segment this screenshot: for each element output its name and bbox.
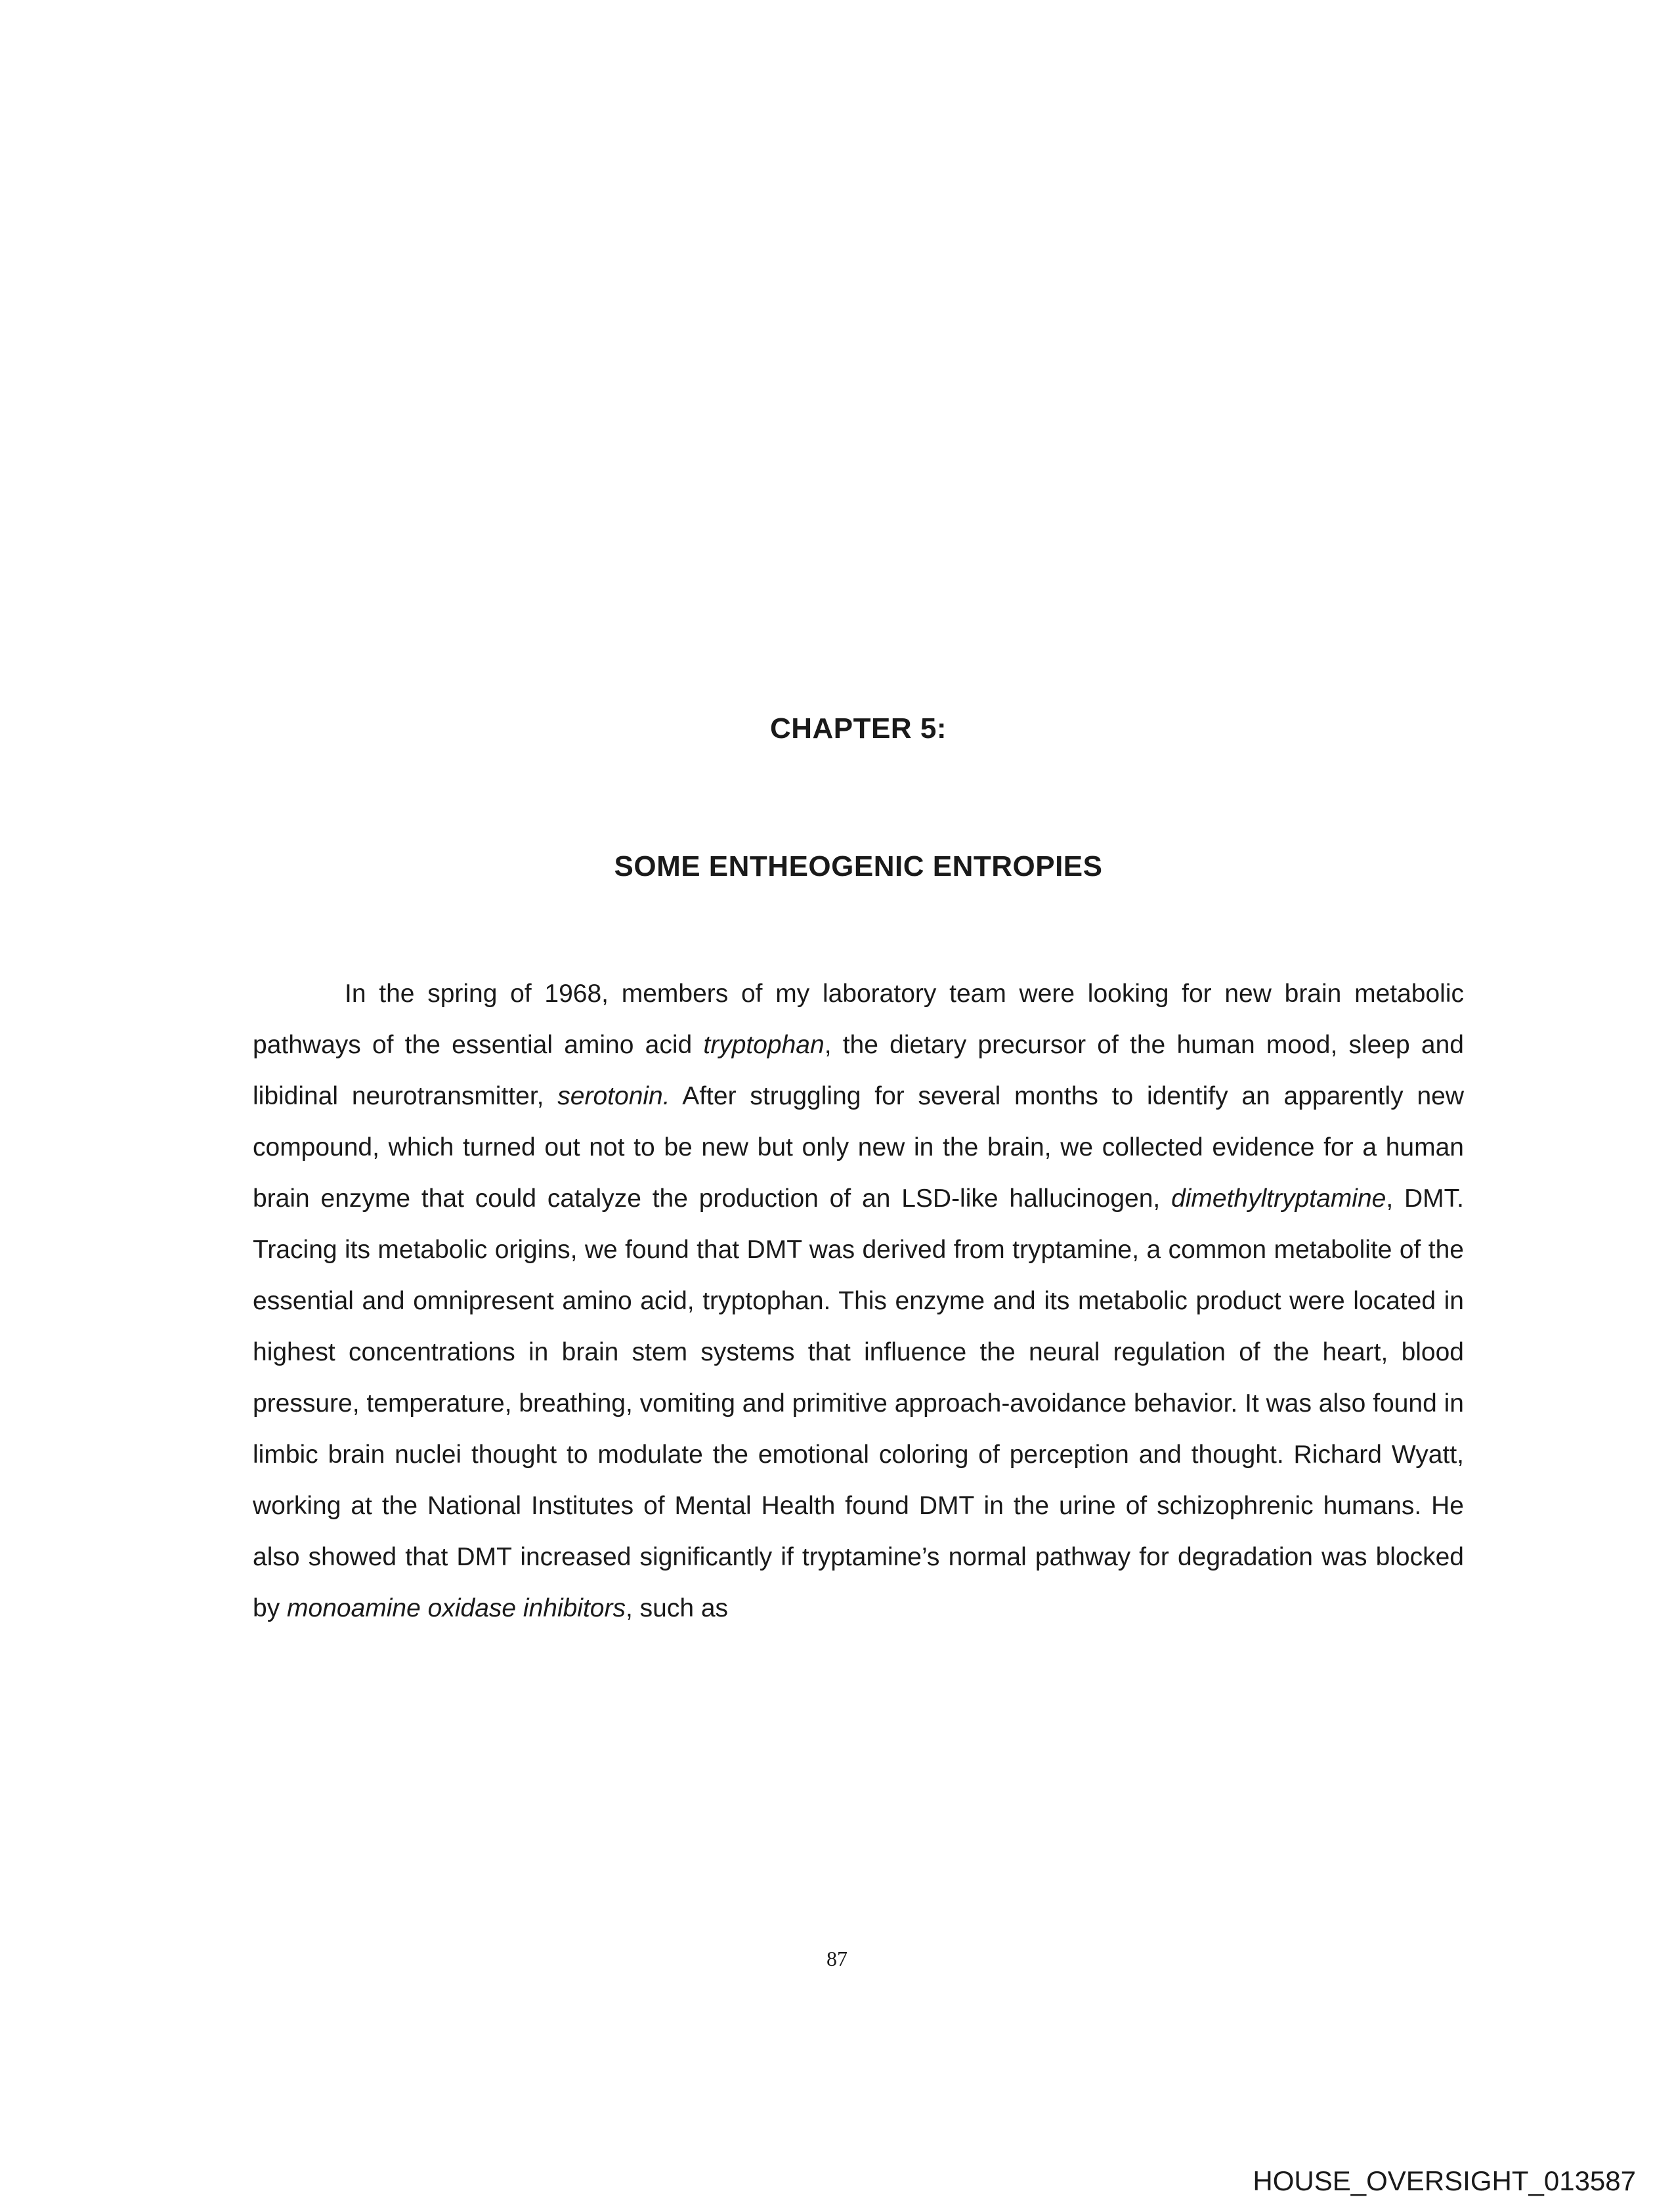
page-content (253, 0, 1464, 1634)
text-run: , such as (625, 1594, 729, 1622)
italic-text-run: dimethyltryptamine (1171, 1184, 1386, 1213)
bates-stamp: HOUSE_OVERSIGHT_013587 (1253, 2165, 1636, 2196)
text-run: , the dietary precursor of the human mood, sleep and libidinal neurotransmitter, (253, 1031, 1464, 1110)
text-run: After struggling for several months to identify an apparently new compound, which turned out not to be new but only new in the brain, we collected evidence for a human brain enzyme that could catalyze the production of an LSD-like hallucinogen, (253, 1082, 1464, 1213)
chapter-heading: CHAPTER 5: (769, 712, 947, 745)
page-number: 87 (826, 1947, 848, 1970)
chapter-title: SOME ENTHEOGENIC ENTROPIES (614, 850, 1103, 882)
italic-text-run: tryptophan (703, 1031, 825, 1059)
body-paragraph (253, 883, 1464, 1634)
italic-text-run: monoamine oxidase inhibitors (287, 1594, 626, 1622)
text-run: , DMT. Tracing its metabolic origins, we found that DMT was derived from tryptamine, a common metabolite of the essential and omnipresent amino acid, tryptophan. This enzyme and its metabolic product were located in highest concentrations in brain stem systems that influence the neural regulation of the heart, blood pressure, temperature, breathing, vomiting and primitive approach-avoidance behavior. It was also found in limbic brain nuclei thought to modulate the emotional coloring of perception and thought. Richard Wyatt, working at the National Institutes of Mental Health found DMT in the urine of schizophrenic humans. He also showed that DMT increased significantly if tryptamine’s normal pathway for degradation was blocked by (253, 1184, 1464, 1622)
italic-text-run: serotonin. (557, 1082, 670, 1110)
text-run: In the spring of 1968, members of my laboratory team were looking for new brain metabolic pathways of the essential amino acid (253, 980, 1464, 1059)
